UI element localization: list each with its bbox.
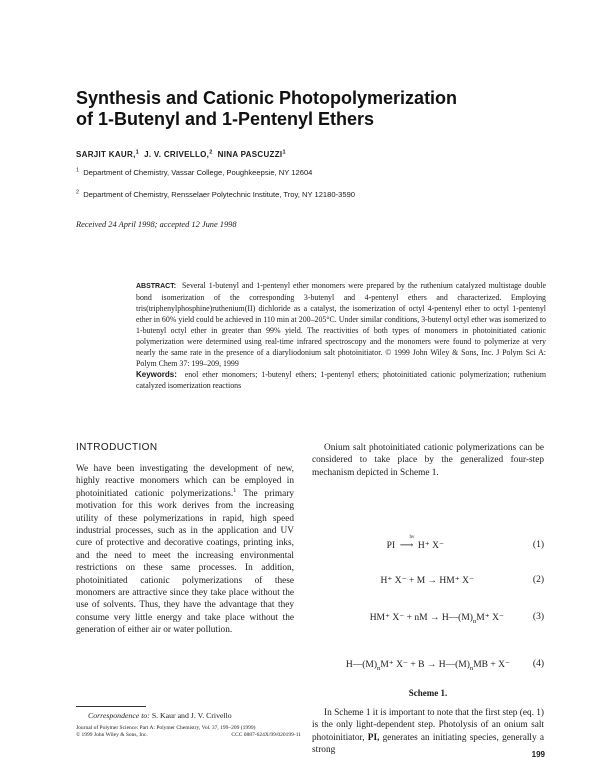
equation-4-expression: $H—(M)_nM^+$ $X^- + B \to H—(M)_nMB + X^-$ (345, 660, 510, 672)
journal-citation: Journal of Polymer Science: Part A: Polymer Chemistry, Vol. 37, 199–209 (1999) (76, 725, 256, 731)
scheme-discussion-paragraph: In Scheme 1 it is important to note that the first step (eq. 1) is the only light-dependent step. Photolysis of an onium salt photoinitiator, PI, generates an initiating species, generally a strong (312, 708, 544, 756)
title-line-1: Synthesis and Cationic Photopolymerization (76, 88, 458, 108)
scheme-caption: Scheme 1. (408, 688, 448, 698)
equation-3-expression: HM⁺ X⁻ + nM → $H—(M)_nM^+$ X⁻ (369, 613, 504, 625)
copyright-text: © 1999 John Wiley & Sons, Inc. (76, 732, 148, 738)
keywords-label: Keywords: (136, 370, 177, 379)
affiliation-2 (76, 190, 546, 200)
equation-1-number: (1) (532, 540, 544, 550)
equation-1-left: PI (386, 541, 396, 551)
article-title (76, 88, 496, 130)
equation-4 (312, 659, 544, 673)
author-3: NINA PASCUZZI (217, 150, 283, 159)
author-3-affil: 1 (282, 149, 286, 156)
correspondence-label: Correspondence to: (88, 711, 150, 720)
correspondence-names: S. Kaur and J. V. Crivello (151, 711, 232, 720)
equation-1-right: H⁺ X⁻ (417, 541, 444, 551)
affiliation-1 (76, 168, 546, 178)
introduction-section (76, 442, 294, 637)
pi-abbreviation: PI, (367, 732, 380, 743)
ccc-code: CCC 0887-624X/99/020199-11 (231, 732, 301, 738)
affiliation-2-text: Department of Chemistry, Rensselaer Polytechnic Institute, Troy, NY 12180-3590 (83, 190, 356, 199)
introduction-heading: INTRODUCTION (76, 442, 158, 453)
author-2: J. V. CRIVELLO, (144, 150, 210, 159)
author-1: SARJIT KAUR, (76, 150, 136, 159)
equation-1-expression (386, 535, 444, 551)
equation-4-number: (4) (532, 659, 544, 669)
intro-text-a: We have been investigating the development of new, highly reactive monomers which can be employed in photoinitiated cationic polymerizations. (76, 464, 294, 499)
equation-2 (312, 575, 544, 589)
affiliation-1-text: Department of Chemistry, Vassar College, Poughkeepsie, NY 12604 (83, 168, 313, 177)
correspondence-note (88, 711, 298, 720)
keywords-paragraph (136, 369, 546, 391)
equation-2-expression: H⁺ X⁻ + M → HM⁺ X⁻ (380, 576, 474, 586)
intro-text-b: The primary motivation for this work derives from the increasing utility of these polymerizations in rapid, high speed industrial processes, such as in the application and UV cure of protective and decorative coatings, printing inks, and the need to meet the increasing environmental restrictions on these same processes. In addition, photoinitiated cationic polymerizations of these monomers are attractive since they take place without the use of solvents. Thus, they have the advantage that they consume very little energy and take place without the generation of either air or water pollution. (76, 488, 294, 636)
equation-3-number: (3) (532, 612, 544, 622)
introduction-paragraph (76, 463, 294, 637)
received-dates: Received 24 April 1998; accepted 12 June 1998 (76, 220, 237, 229)
right-column-paragraph-1 (312, 442, 544, 479)
journal-info (76, 725, 301, 739)
abstract-label: ABSTRACT: (136, 283, 177, 290)
affiliation-1-marker: 1 (76, 167, 79, 174)
author-2-affil: 2 (209, 149, 213, 156)
footnote-divider (76, 706, 146, 707)
hv-label: hν (409, 535, 415, 540)
abstract-block (136, 280, 546, 391)
right-column-paragraph-2 (312, 707, 544, 757)
copyright-line (76, 732, 301, 739)
keywords-text: enol ether monomers; 1-butenyl ethers; 1-pentenyl ethers; photoinitiated cationic polymerization; ruthenium catalyzed isomerization reactions (136, 370, 546, 390)
author-1-affil: 1 (135, 149, 140, 156)
page-number: 199 (531, 750, 545, 759)
author-list (76, 150, 516, 159)
equation-2-number: (2) (532, 575, 544, 585)
equation-1 (312, 535, 544, 554)
onium-salt-paragraph: Onium salt photoinitiated cationic polymerizations can be considered to take place by the generalized four-step mechanism depicted in Scheme 1. (312, 443, 544, 478)
equation-1-arrow: hν ⟶ (399, 535, 415, 551)
abstract-paragraph (136, 280, 546, 369)
citation-1: 1 (233, 486, 237, 494)
equation-3 (312, 612, 544, 626)
title-line-2: of 1-Butenyl and 1-Pentenyl Ethers (76, 109, 375, 129)
abstract-text: Several 1-butenyl and 1-pentenyl ether monomers were prepared by the ruthenium catalyzed multistage double bond isomerization of the corresponding 3-butenyl and 4-pentenyl ethers and characterized. Employing tris(triphenylphosphine)ruthenium(II) dichloride as a catalyst, the isomerization of octyl 4-pentenyl ether to octyl 1-pentenyl ether in 60% yield could be achieved in 110 min at 200–205°C. Under similar conditions, 3-butenyl octyl ether was isomerized to 1-butenyl octyl ether in greater than 99% yield. The reactivities of both types of monomers in photoinitiated cationic polymerization were determined using real-time infrared spectroscopy and the monomers were found to polymerize at very nearly the same rate in the presence of a diaryliodonium salt photoinitiator. © 1999 John Wiley & Sons, Inc. J Polym Sci A: Polym Chem 37: 199–209, 1999 (136, 281, 546, 368)
affiliation-2-marker: 2 (76, 189, 79, 196)
